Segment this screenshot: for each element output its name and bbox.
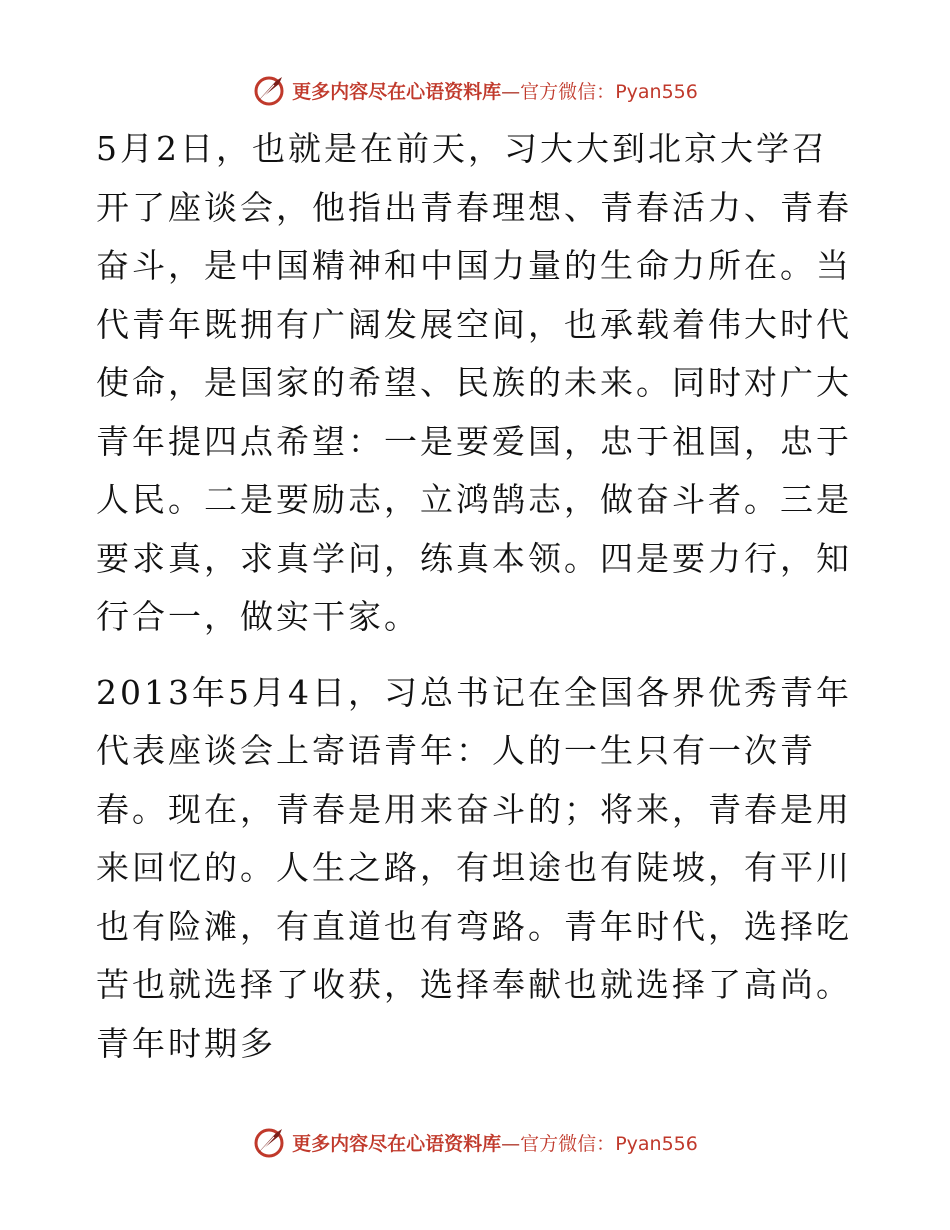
paragraph-1: 5月2日，也就是在前天，习大大到北京大学召开了座谈会，他指出青春理想、青春活力、青春奋斗，是中国精神和中国力量的生命力所在。当代青年既拥有广阔发展空间，也承载着伟大时代使命，是国家的希望、民族的未来。同时对广大青年提四点希望：一是要爱国，忠于祖国，忠于人民。二是要励志，立鸿鹄志，做奋斗者。三是要求真，求真学问，练真本领。四是要力行，知行合一，做实干家。 <box>96 129 852 636</box>
paragraph-2: 2013年5月4日，习总书记在全国各界优秀青年代表座谈会上寄语青年：人的一生只有一次青春。现在，青春是用来奋斗的；将来，青春是用来回忆的。人生之路，有坦途也有陡坡，有平川也有险滩，有直道也有弯路。青年时代，选择吃苦也就选择了收获，选择奉献也就选择了高尚。青年时期多 <box>96 672 852 1063</box>
quill-pen-logo-icon <box>252 73 286 107</box>
watermark-wechat-id: Pyan556 <box>615 80 698 103</box>
watermark-site-name: 更多内容尽在心语资料库 <box>292 1132 502 1155</box>
watermark-dash: — <box>501 1132 521 1155</box>
quill-pen-logo-icon <box>252 1125 286 1159</box>
watermark-wechat-id: Pyan556 <box>615 1132 698 1155</box>
watermark-wechat-label: 官方微信： <box>520 1132 616 1155</box>
watermark-site-name: 更多内容尽在心语资料库 <box>292 80 502 103</box>
watermark-text <box>292 77 698 104</box>
watermark-text <box>292 1129 698 1156</box>
document-body <box>96 120 856 1090</box>
watermark-wechat-label: 官方微信： <box>520 80 616 103</box>
footer-watermark <box>0 1122 950 1162</box>
header-watermark <box>0 70 950 110</box>
watermark-dash: — <box>501 80 521 103</box>
